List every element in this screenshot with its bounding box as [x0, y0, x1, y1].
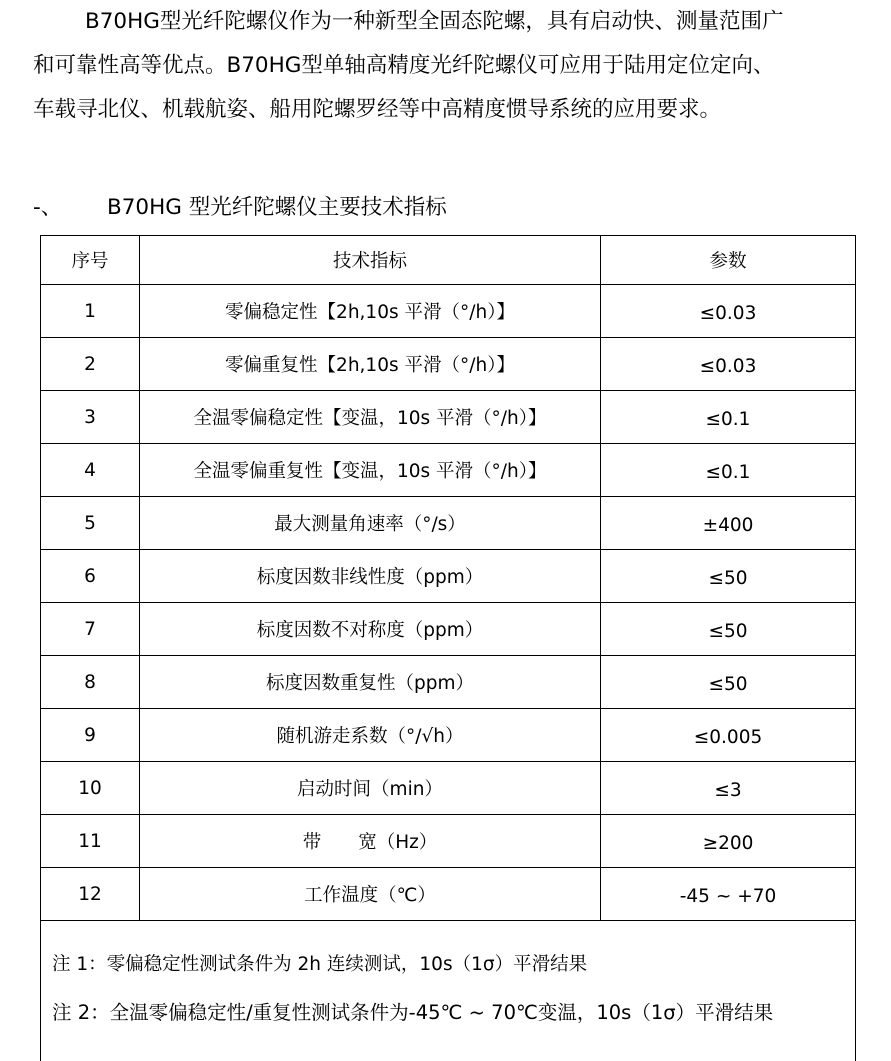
row-spec: 随机游走系数（°/√h） [140, 709, 601, 762]
table-row [41, 285, 856, 338]
table-row [41, 550, 856, 603]
row-spec: 工作温度（℃） [140, 868, 601, 921]
row-value: -45 ~ +70 [601, 868, 856, 921]
row-spec: 标度因数非线性度（ppm） [140, 550, 601, 603]
row-spec: 最大测量角速率（°/s） [140, 497, 601, 550]
row-spec: 标度因数不对称度（ppm） [140, 603, 601, 656]
intro-paragraph [33, 0, 873, 132]
section-heading [33, 190, 447, 226]
spec-table [40, 235, 856, 1061]
row-value: ≤50 [601, 603, 856, 656]
table-row [41, 709, 856, 762]
table-row [41, 497, 856, 550]
row-value: ≤0.1 [601, 391, 856, 444]
row-value: ≤0.03 [601, 338, 856, 391]
row-value: ≥200 [601, 815, 856, 868]
row-value: ≤0.005 [601, 709, 856, 762]
table-row [41, 656, 856, 709]
note-2: 注 2：全温零偏稳定性/重复性测试条件为-45℃ ~ 70℃变温，10s（1σ）平滑结果 [52, 989, 855, 1037]
notes-row [41, 921, 856, 1061]
header-spec: 技术指标 [140, 236, 601, 285]
section-title-text: B70HG 型光纤陀螺仪主要技术指标 [107, 195, 447, 220]
row-index: 5 [41, 497, 140, 550]
table-row [41, 762, 856, 815]
table-row [41, 338, 856, 391]
row-index: 3 [41, 391, 140, 444]
row-index: 2 [41, 338, 140, 391]
row-spec: 零偏重复性【2h,10s 平滑（°/h）】 [140, 338, 601, 391]
section-number: -、 [33, 190, 107, 226]
row-spec: 带 宽（Hz） [140, 815, 601, 868]
notes-cell [41, 921, 856, 1061]
table-row [41, 391, 856, 444]
note-1: 注 1：零偏稳定性测试条件为 2h 连续测试，10s（1σ）平滑结果 [52, 941, 855, 989]
row-value: ≤50 [601, 550, 856, 603]
row-spec: 全温零偏重复性【变温，10s 平滑（°/h）】 [140, 444, 601, 497]
row-index: 1 [41, 285, 140, 338]
intro-line: B70HG型光纤陀螺仪作为一种新型全固态陀螺，具有启动快、测量范围广 [33, 0, 873, 44]
row-value: ≤50 [601, 656, 856, 709]
row-value: ≤0.03 [601, 285, 856, 338]
row-index: 7 [41, 603, 140, 656]
row-spec: 启动时间（min） [140, 762, 601, 815]
row-index: 11 [41, 815, 140, 868]
row-index: 9 [41, 709, 140, 762]
row-spec: 全温零偏稳定性【变温，10s 平滑（°/h）】 [140, 391, 601, 444]
header-value: 参数 [601, 236, 856, 285]
table-row [41, 815, 856, 868]
row-value: ≤0.1 [601, 444, 856, 497]
row-value: ≤3 [601, 762, 856, 815]
row-index: 10 [41, 762, 140, 815]
table-header-row [41, 236, 856, 285]
header-index: 序号 [41, 236, 140, 285]
row-index: 6 [41, 550, 140, 603]
intro-line: 和可靠性高等优点。B70HG型单轴高精度光纤陀螺仪可应用于陆用定位定向、 [33, 44, 873, 88]
table-row [41, 868, 856, 921]
row-spec: 标度因数重复性（ppm） [140, 656, 601, 709]
table-row [41, 603, 856, 656]
row-index: 4 [41, 444, 140, 497]
row-index: 12 [41, 868, 140, 921]
row-spec: 零偏稳定性【2h,10s 平滑（°/h）】 [140, 285, 601, 338]
table-row [41, 444, 856, 497]
row-value: ±400 [601, 497, 856, 550]
intro-line: 车载寻北仪、机载航姿、船用陀螺罗经等中高精度惯导系统的应用要求。 [33, 88, 873, 132]
row-index: 8 [41, 656, 140, 709]
